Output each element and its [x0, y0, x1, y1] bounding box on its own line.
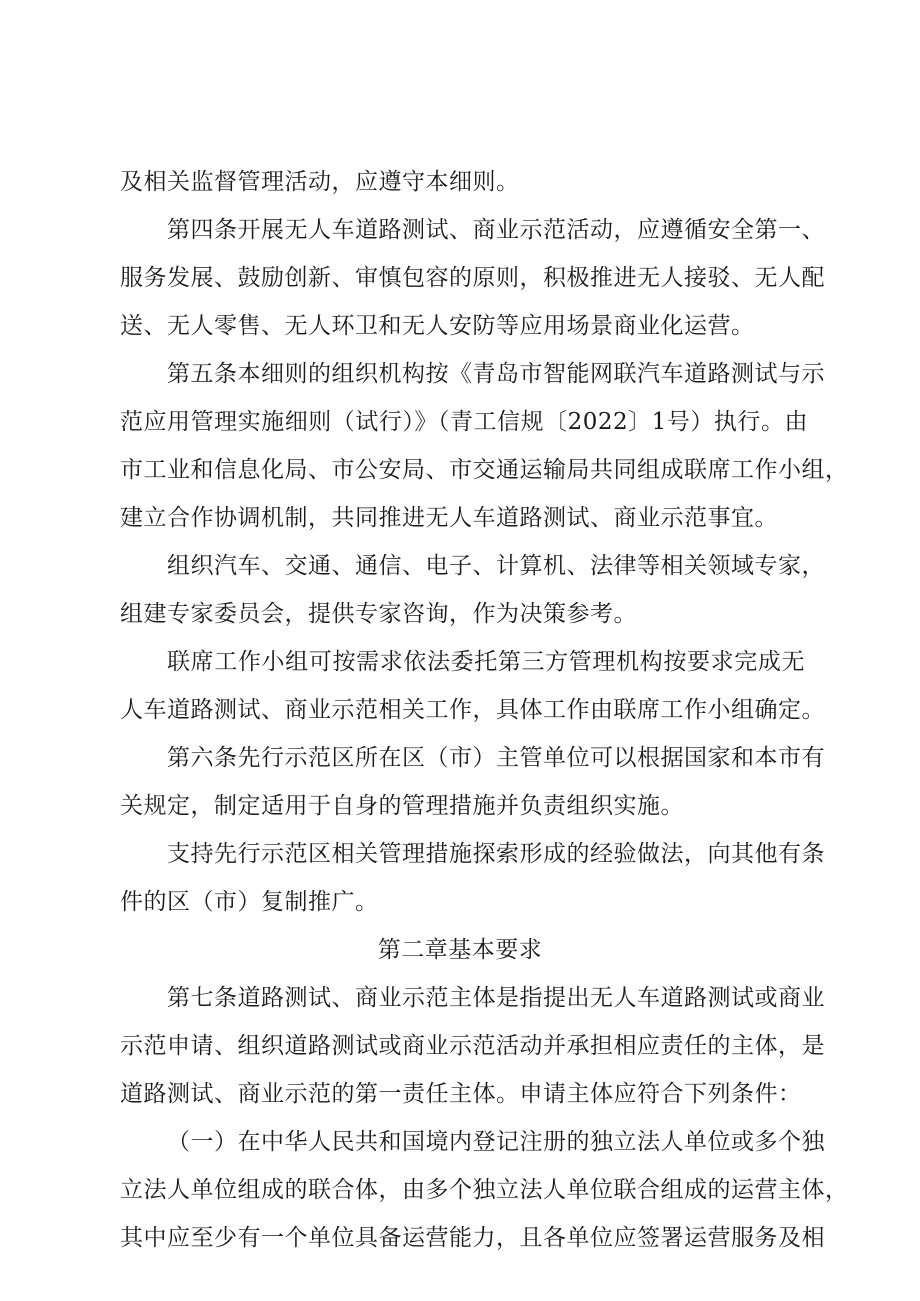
text-line: 组织汽车、交通、通信、电子、计算机、法律等相关领域专家，: [167, 553, 825, 579]
text-line: 市工业和信息化局、市公安局、市交通运输局共同组成联席工作小组，: [120, 457, 849, 483]
text-line: 人车道路测试、商业示范相关工作，具体工作由联席工作小组确定。: [120, 697, 825, 723]
text-line: 第六条先行示范区所在区（市）主管单位可以根据国家和本市有: [167, 745, 825, 771]
text-line: 服务发展、鼓励创新、审慎包容的原则，积极推进无人接驳、无人配: [120, 265, 825, 291]
text-line: 建立合作协调机制，共同推进无人车道路测试、商业示范事宜。: [120, 505, 778, 531]
text-line: 第五条本细则的组织机构按《青岛市智能网联汽车道路测试与示: [167, 361, 825, 387]
text-line: 关规定，制定适用于自身的管理措施并负责组织实施。: [120, 793, 684, 819]
text-line: 范应用管理实施细则（试行）》（青工信规〔2022〕1号）执行。由: [120, 409, 808, 435]
text-line: 送、无人零售、无人环卫和无人安防等应用场景商业化运营。: [120, 313, 755, 339]
text-line: 示范申请、组织道路测试或商业示范活动并承担相应责任的主体，是: [120, 1033, 825, 1059]
text-line: 立法人单位组成的联合体，由多个独立法人单位联合组成的运营主体，: [120, 1177, 849, 1203]
chapter-heading: 第二章基本要求: [377, 937, 543, 963]
text-line: 组建专家委员会，提供专家咨询，作为决策参考。: [120, 601, 637, 627]
text-line: 其中应至少有一个单位具备运营能力，且各单位应签署运营服务及相: [120, 1225, 825, 1251]
text-line: 件的区（市）复制推广。: [120, 889, 379, 915]
text-line: 第七条道路测试、商业示范主体是指提出无人车道路测试或商业: [167, 985, 825, 1011]
text-line: 第四条开展无人车道路测试、商业示范活动，应遵循安全第一、: [167, 217, 825, 243]
text-line: 道路测试、商业示范的第一责任主体。申请主体应符合下列条件：: [120, 1081, 802, 1107]
text-line: 及相关监督管理活动，应遵守本细则。: [120, 169, 520, 195]
text-line: （一）在中华人民共和国境内登记注册的独立法人单位或多个独: [167, 1129, 825, 1155]
text-line: 支持先行示范区相关管理措施探索形成的经验做法，向其他有条: [167, 841, 825, 867]
text-line: 联席工作小组可按需求依法委托第三方管理机构按要求完成无: [167, 649, 805, 675]
